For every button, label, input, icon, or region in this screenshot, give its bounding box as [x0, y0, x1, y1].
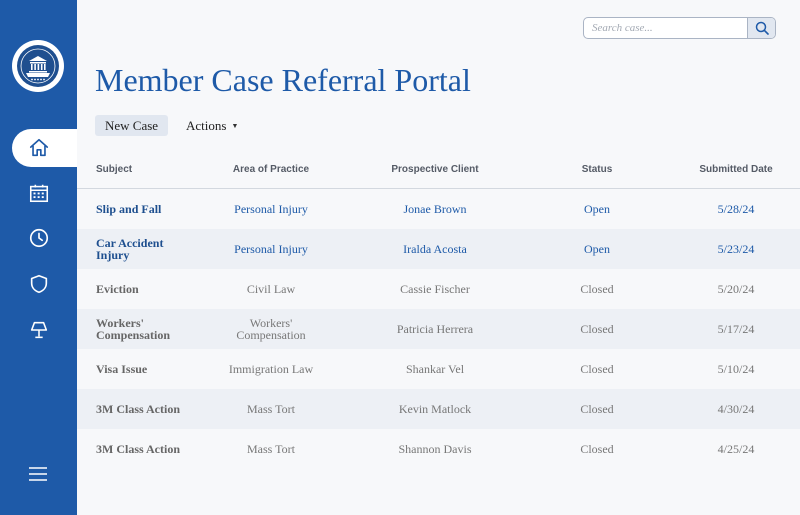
nav-resources[interactable]	[0, 311, 77, 349]
table-row[interactable]	[77, 429, 800, 469]
case-table	[77, 150, 800, 469]
cell-status: Closed	[580, 362, 614, 376]
cell-client: Shankar Vel	[405, 362, 465, 376]
cell-subject: 3M Class Action	[96, 402, 180, 416]
cell-area: Mass Tort	[247, 402, 295, 416]
cell-client: Kevin Matlock	[398, 402, 472, 416]
page-title: Member Case Referral Portal	[95, 62, 471, 98]
cell-date: 5/23/24	[717, 242, 755, 256]
table-row[interactable]	[77, 189, 800, 229]
table-row[interactable]	[77, 229, 800, 269]
cell-client: Jonae Brown	[403, 202, 467, 216]
nav-history[interactable]	[0, 219, 77, 257]
cell-subject: Visa Issue	[96, 362, 148, 376]
column-header-submitted-date[interactable]: Submitted Date	[699, 163, 773, 175]
home-icon	[28, 137, 50, 159]
actions-label: Actions	[186, 117, 227, 133]
nav-home[interactable]	[12, 129, 77, 167]
lamp-icon	[28, 319, 50, 341]
shield-icon	[28, 273, 50, 295]
cell-client: Patricia Herrera	[396, 322, 474, 336]
cell-status: Closed	[580, 402, 614, 416]
cell-date: 5/17/24	[717, 322, 755, 336]
nav-calendar[interactable]	[0, 174, 77, 212]
search-icon	[755, 21, 769, 35]
cell-subject: Eviction	[96, 282, 139, 296]
cell-client: Cassie Fischer	[400, 282, 470, 296]
column-header-area-of-practice[interactable]: Area of Practice	[232, 163, 310, 175]
table-header	[77, 150, 800, 189]
menu-icon[interactable]	[27, 464, 49, 484]
cell-date: 5/20/24	[717, 282, 755, 296]
search-box	[583, 17, 776, 39]
clock-icon	[28, 227, 50, 249]
actions-dropdown[interactable]	[186, 115, 238, 136]
cell-status: Closed	[580, 322, 614, 336]
cell-status: Closed	[580, 282, 614, 296]
cell-date: 5/28/24	[717, 202, 755, 216]
caret-down-icon: ▼	[231, 121, 239, 130]
cell-status: Closed	[580, 442, 614, 456]
table-row[interactable]	[77, 349, 800, 389]
cell-subject: Car Accident Injury	[96, 236, 164, 262]
cell-subject: 3M Class Action	[96, 442, 180, 456]
new-case-button[interactable]	[95, 115, 168, 136]
cell-area: Immigration Law	[228, 362, 314, 376]
cell-date: 4/25/24	[717, 442, 755, 456]
cell-subject: Slip and Fall	[96, 202, 162, 216]
column-header-subject[interactable]: Subject	[96, 163, 133, 175]
table-row[interactable]	[77, 269, 800, 309]
cell-status: Open	[584, 242, 610, 256]
search-input[interactable]	[584, 18, 748, 38]
cell-area: Civil Law	[246, 282, 296, 296]
cell-date: 4/30/24	[717, 402, 755, 416]
new-case-label: New Case	[105, 117, 159, 133]
column-header-status[interactable]: Status	[581, 163, 613, 175]
cell-area: Personal Injury	[234, 202, 308, 216]
table-row[interactable]	[77, 309, 800, 349]
cell-area: Mass Tort	[247, 442, 295, 456]
calendar-icon	[28, 182, 50, 204]
cell-client: Shannon Davis	[398, 442, 472, 456]
cell-status: Open	[584, 202, 610, 216]
organization-logo[interactable]	[12, 40, 64, 92]
cell-subject: Workers' Compensation	[96, 316, 171, 342]
cell-area: Workers' Compensation	[236, 316, 306, 342]
courthouse-emblem-icon	[17, 45, 59, 87]
cell-client: Iralda Acosta	[403, 242, 467, 256]
search-button[interactable]	[747, 18, 775, 38]
nav-security[interactable]	[0, 265, 77, 303]
table-row[interactable]	[77, 389, 800, 429]
sidebar	[0, 0, 77, 515]
cell-date: 5/10/24	[717, 362, 755, 376]
cell-area: Personal Injury	[234, 242, 308, 256]
column-header-prospective-client[interactable]: Prospective Client	[391, 163, 479, 175]
